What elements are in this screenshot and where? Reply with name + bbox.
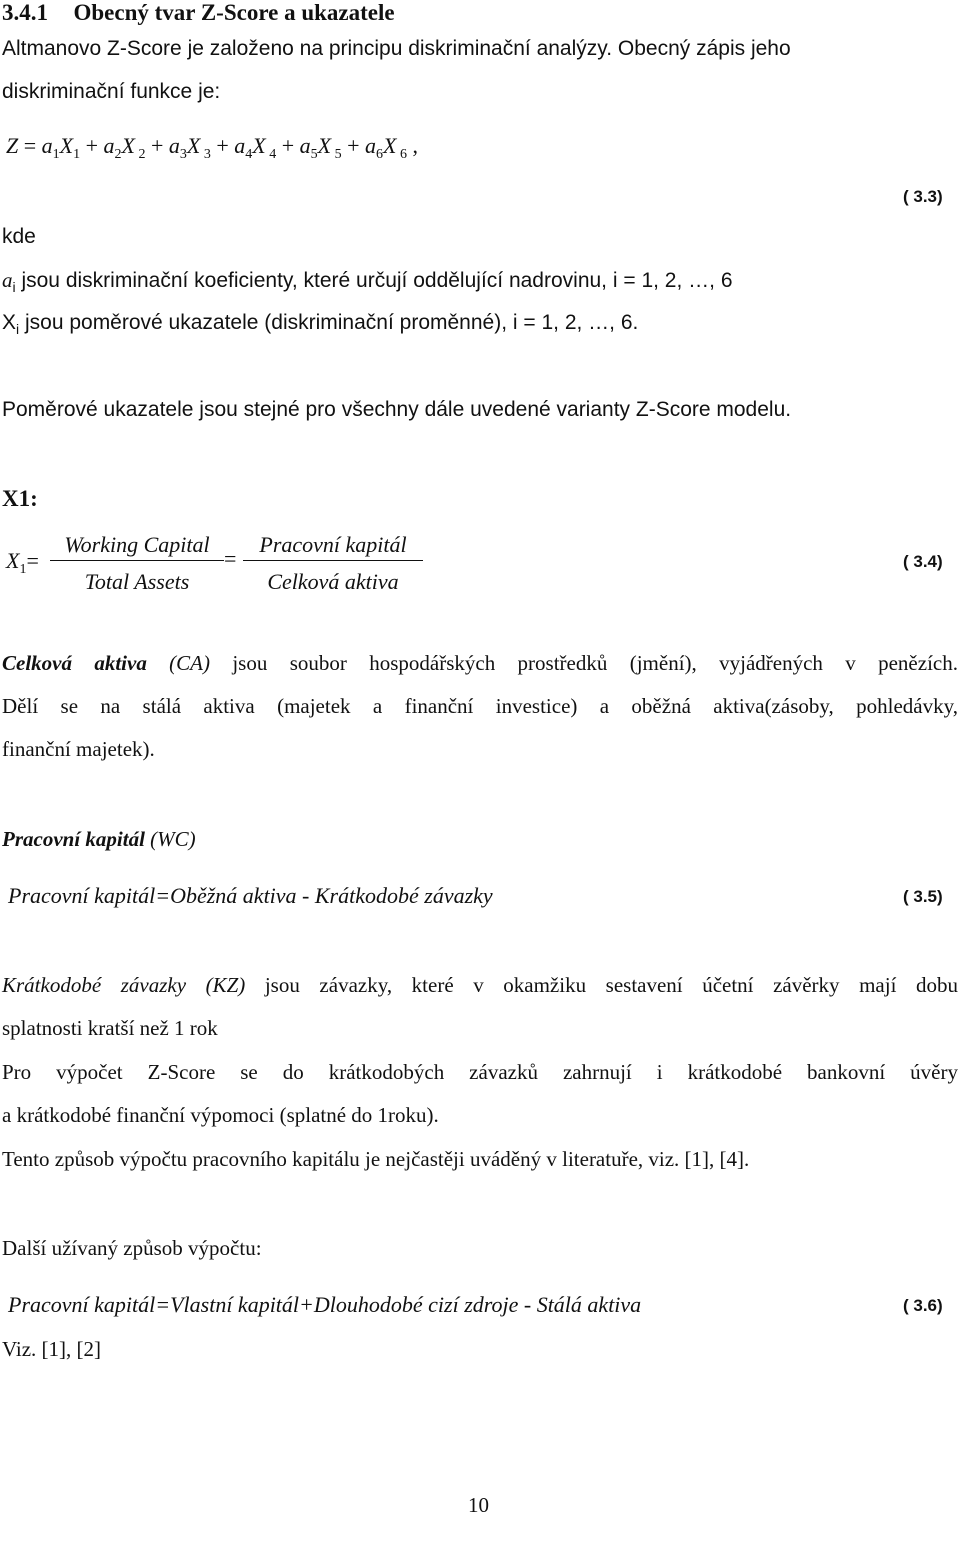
ai-subscript: i <box>12 279 16 296</box>
alt-heading: Další užívaný způsob výpočtu: <box>2 1236 262 1260</box>
xi-symbol: X <box>2 311 17 334</box>
xi-definition-text: jsou poměrové ukazatele (diskriminační proměnné), i = 1, 2, …, 6. <box>19 311 639 334</box>
alt-reference: Viz. [1], [2] <box>2 1337 102 1361</box>
ca-line-3: finanční majetek). <box>2 737 155 761</box>
x1-heading: X1: <box>2 486 38 511</box>
equation-3-5-label: ( 3.5) <box>903 887 943 906</box>
wc-term: Pracovní kapitál <box>2 827 145 851</box>
ai-definition-text: jsou diskriminační koeficienty, které určují oddělující nadrovinu, i = 1, 2, …, 6 <box>15 269 733 292</box>
wc-formula: Pracovní kapitál=Oběžná aktiva - Krátkodobé závazky <box>8 883 493 908</box>
section-title: Obecný tvar Z-Score a ukazatele <box>73 0 395 25</box>
wc-heading <box>2 827 196 851</box>
x1-lhs-symbol: X <box>6 548 20 573</box>
xi-subscript: i <box>16 321 20 338</box>
definition-xi <box>2 311 638 341</box>
kz-line-2: splatnosti kratší než 1 rok <box>2 1016 218 1040</box>
intro-line-1: Altmanovo Z-Score je založeno na principu diskriminační analýzy. Obecný zápis jeho <box>2 37 791 60</box>
x1-denominator-czech: Celková aktiva <box>267 569 399 594</box>
x1-equals-2: = <box>224 546 237 571</box>
ca-line-2: Dělí se na stálá aktiva (majetek a finanční investice) a oběžná aktiva(zásoby, pohledávky, <box>2 694 958 718</box>
kz-line-1 <box>2 973 958 997</box>
kz-line-4: a krátkodobé finanční výpomoci (splatné do 1roku). <box>2 1103 439 1127</box>
ca-line-1-rest: jsou soubor hospodářských prostředků (jmění), vyjádřených v penězích. <box>210 651 958 675</box>
section-number: 3.4.1 <box>2 0 48 25</box>
x1-numerator-czech: Pracovní kapitál <box>243 532 423 561</box>
kz-term: Krátkodobé závazky (KZ) <box>2 973 246 997</box>
ca-abbr: (CA) <box>146 651 210 675</box>
equation-3-3: $Z = a_1X_1 + a_2X$ $_2 + a_3X$ $_3 + a_4X$ $_4 + a_5X$ $_5 + a_6X$ $_6$ , <box>6 133 418 162</box>
kz-line-5: Tento způsob výpočtu pracovního kapitálu je nejčastěji uváděný v literatuře, viz. [1], [4]. <box>2 1147 750 1171</box>
equation-3-6-label: ( 3.6) <box>903 1296 943 1315</box>
x1-fraction-english <box>50 532 224 595</box>
wc-abbr: (WC) <box>144 827 196 851</box>
intro-line-2: diskriminační funkce je: <box>2 80 221 103</box>
kz-paragraph <box>2 973 958 1171</box>
x1-lhs-subscript: 1 <box>19 562 27 577</box>
x1-equals-1: = <box>26 548 39 573</box>
x1-numerator-english: Working Capital <box>50 532 224 561</box>
kz-line-1-rest: jsou závazky, které v okamžiku sestavení účetní závěrky mají dobu <box>245 973 958 997</box>
ca-line-1 <box>2 651 958 675</box>
x1-denominator-english: Total Assets <box>84 569 190 594</box>
definition-ai <box>2 268 733 299</box>
x1-lhs <box>6 548 39 577</box>
page-number: 10 <box>468 1493 489 1517</box>
ratios-note: Poměrové ukazatele jsou stejné pro všechny dále uvedené varianty Z-Score modelu. <box>2 398 792 421</box>
kz-line-3: Pro výpočet Z-Score se do krátkodobých závazků zahrnují i krátkodobé bankovní úvěry <box>2 1060 958 1084</box>
x1-fraction-czech <box>243 532 423 595</box>
section-heading <box>2 0 395 26</box>
equation-3-3-label: ( 3.3) <box>903 187 943 206</box>
kde-word: kde <box>2 225 36 248</box>
equation-3-4-label: ( 3.4) <box>903 552 943 571</box>
alt-formula: Pracovní kapitál=Vlastní kapitál+Dlouhodobé cizí zdroje - Stálá aktiva <box>8 1292 642 1317</box>
ai-symbol: a <box>2 268 13 292</box>
ca-paragraph <box>2 651 958 761</box>
ca-term: Celková aktiva <box>2 651 147 675</box>
